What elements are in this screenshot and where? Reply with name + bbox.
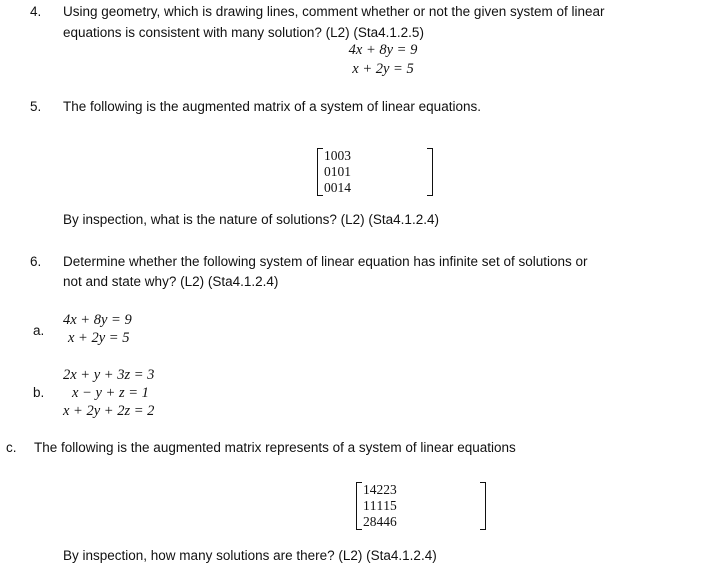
question-6b-equation-3: x + 2y + 2z = 2 [63, 403, 155, 419]
matrix-left-bracket [317, 148, 323, 196]
matrix-cell: 0 [330, 148, 338, 163]
matrix-row [363, 498, 397, 514]
question-4-equation-2: x + 2y = 5 [352, 61, 414, 77]
question-5-number: 5. [30, 99, 42, 114]
question-4-equation-1: 4x + 8y = 9 [348, 42, 418, 58]
matrix-cell: 4 [344, 180, 351, 195]
question-4-text-line2: equations is consistent with many solution? (L2) (Sta4.1.2.5) [63, 25, 424, 40]
question-c-label: c. [6, 440, 17, 455]
question-c-augmented-matrix [356, 482, 486, 530]
matrix-row [363, 514, 397, 530]
matrix-cell: 1 [363, 482, 370, 497]
matrix-row [324, 148, 351, 164]
question-5-augmented-matrix [317, 148, 433, 196]
question-4-text-line1: Using geometry, which is drawing lines, comment whether or not the given system of linear [63, 4, 605, 19]
matrix-cell: 4 [376, 514, 384, 529]
matrix-cell: 23 [383, 482, 397, 497]
matrix-grid [324, 148, 351, 196]
question-6a-equation-2: x + 2y = 5 [68, 330, 130, 346]
matrix-cell: 2 [363, 514, 370, 529]
matrix-right-bracket [427, 148, 433, 196]
matrix-cell: 1 [337, 180, 345, 195]
matrix-cell: 4 [369, 482, 377, 497]
matrix-cell: 0 [324, 180, 331, 195]
matrix-row [324, 180, 351, 196]
matrix-cell: 1 [324, 148, 331, 163]
matrix-cell: 0 [324, 164, 331, 179]
question-6b-equation-1: 2x + y + 3z = 3 [63, 367, 155, 383]
matrix-cell: 1 [369, 498, 377, 513]
matrix-cell: 8 [369, 514, 377, 529]
question-6-number: 6. [30, 254, 42, 269]
matrix-left-bracket [356, 482, 362, 530]
matrix-cell: 2 [376, 482, 384, 497]
question-6-text-line2: not and state why? (L2) (Sta4.1.2.4) [63, 274, 279, 289]
matrix-cell: 0 [330, 180, 338, 195]
matrix-cell: 1 [344, 164, 351, 179]
matrix-cell: 15 [383, 498, 397, 513]
matrix-cell: 3 [344, 148, 351, 163]
matrix-cell: 1 [376, 498, 384, 513]
question-6a-label: a. [33, 323, 45, 338]
question-6-text-line1: Determine whether the following system of linear equation has infinite set of solutions or [63, 254, 588, 269]
question-6b-equation-2: x − y + z = 1 [72, 385, 149, 401]
question-6a-equation-1: 4x + 8y = 9 [63, 312, 132, 328]
matrix-row [363, 482, 397, 498]
question-6b-label: b. [33, 385, 45, 400]
matrix-cell: 1 [330, 164, 338, 179]
matrix-cell: 46 [383, 514, 397, 529]
question-c-text: The following is the augmented matrix represents of a system of linear equations [34, 440, 516, 455]
question-5-followup: By inspection, what is the nature of solutions? (L2) (Sta4.1.2.4) [63, 212, 439, 227]
question-4-number: 4. [30, 4, 42, 19]
matrix-grid [363, 482, 397, 530]
matrix-cell: 1 [363, 498, 370, 513]
question-c-followup: By inspection, how many solutions are there? (L2) (Sta4.1.2.4) [63, 548, 437, 563]
matrix-right-bracket [480, 482, 486, 530]
question-5-text: The following is the augmented matrix of a system of linear equations. [63, 99, 481, 114]
matrix-row [324, 164, 351, 180]
matrix-cell: 0 [337, 148, 345, 163]
matrix-cell: 0 [337, 164, 345, 179]
